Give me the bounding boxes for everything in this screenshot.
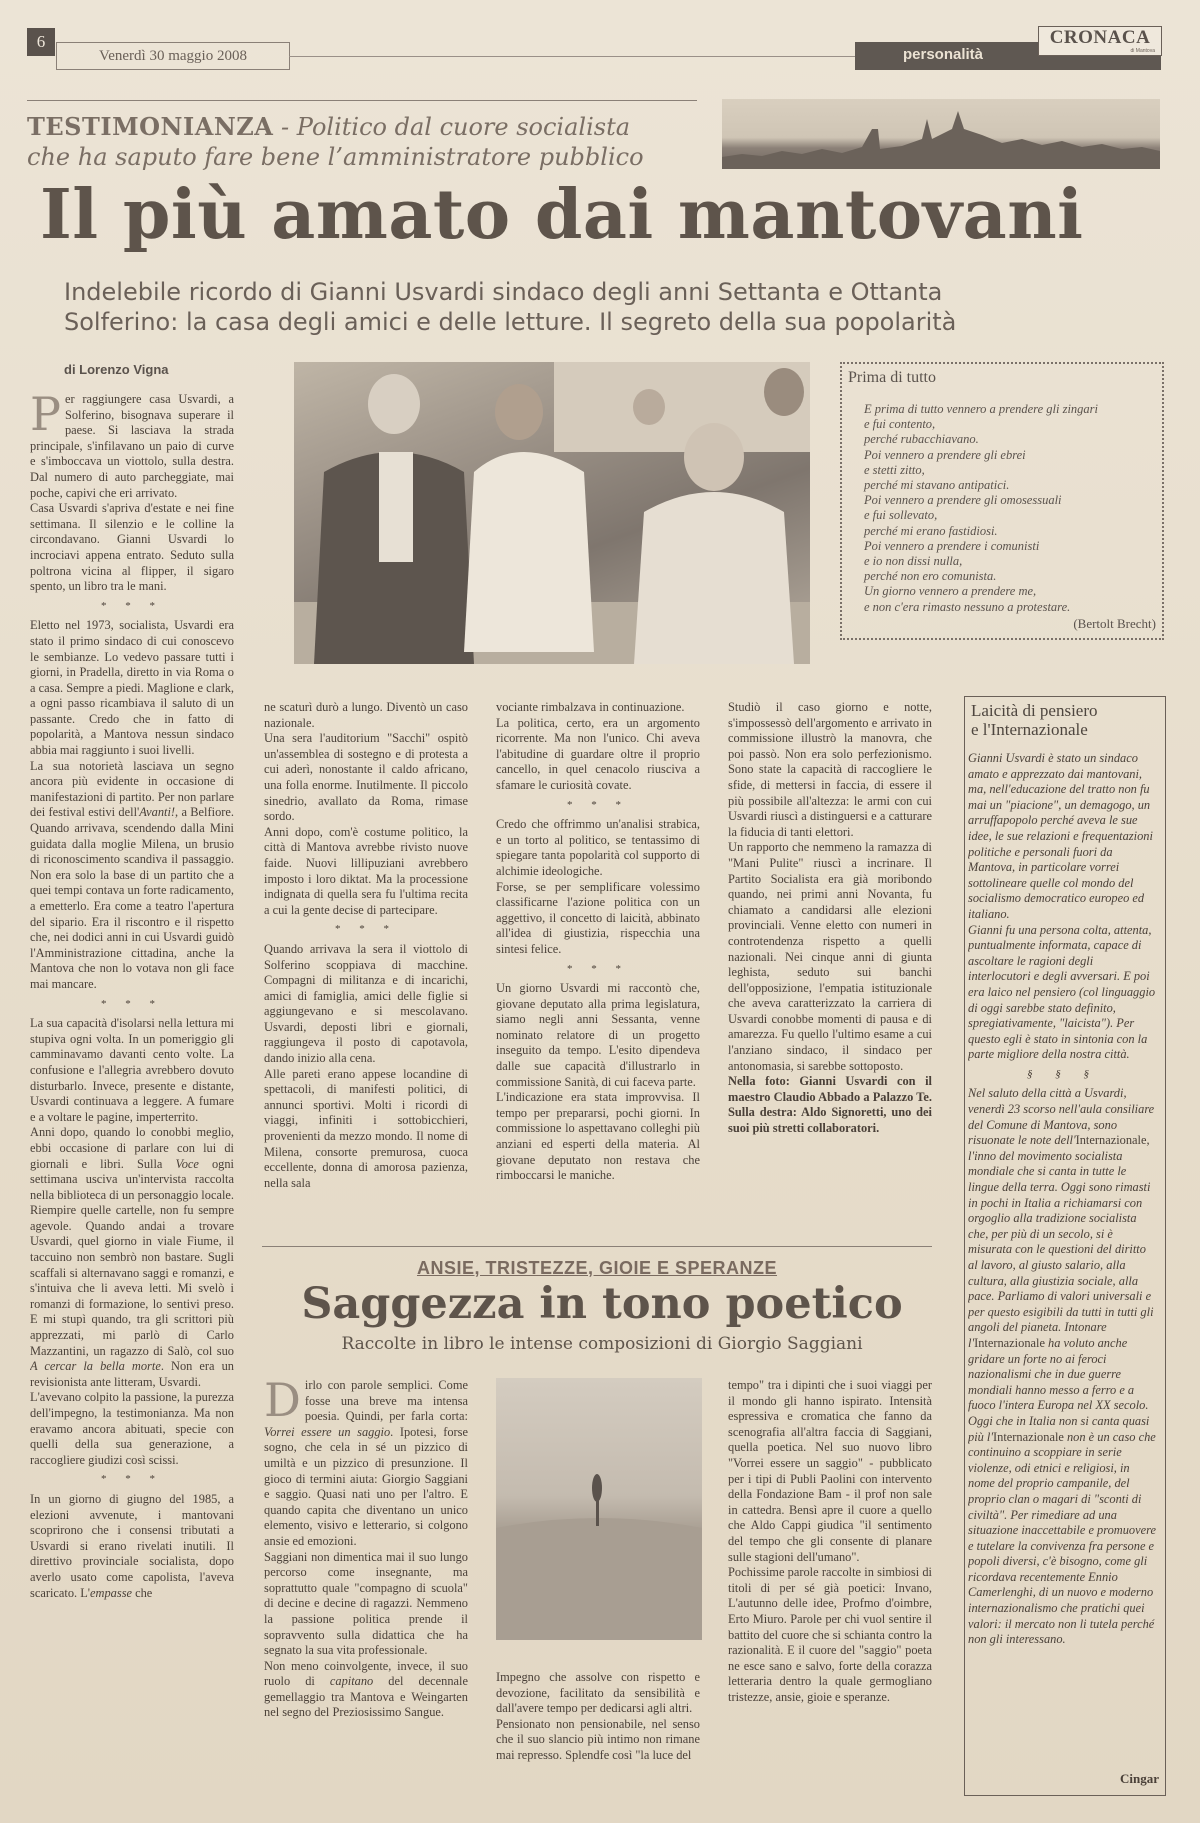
- sidebar-signature: Cingar: [1120, 1771, 1159, 1786]
- paragraph: Forse, se per semplificare volessimo classificarne l'azione politica con un aggettivo, il concetto di laicità, abbinato all'idea di giustizia, rispecchia una sintesi felice.: [496, 879, 700, 956]
- main-article-column-3: [496, 700, 700, 1250]
- separator-stars: * * *: [567, 798, 629, 811]
- main-subhead-line-2: Solferino: la casa degli amici e delle letture. Il segreto della sua popolarità: [64, 308, 957, 336]
- usvardi-abbado-photo: [294, 362, 810, 664]
- sidebar-title: [971, 701, 1159, 739]
- poem-line: perché non ero comunista.: [864, 569, 997, 584]
- kicker-label: TESTIMONIANZA: [27, 112, 274, 141]
- sidebar-title-line-2: e l'Internazionale: [971, 720, 1088, 739]
- paragraph: Quando arrivava la sera il viottolo di Solferino scoppiava di macchine. Compagni di militanza e di incarichi, amici di famiglia, amici delle figlie si aggiungevano e si mescolavano. Usvardi, deposti libri e giornali, raggiungeva il posto di capotavola, dando inizio alla cena.: [264, 941, 468, 1066]
- paragraph: Anni dopo, quando lo conobbi meglio, ebbi occasione di parlare con lui di giornali e libri. Sulla Voce ogni settimana usciva un'intervista raccolta nella biblioteca di un personaggio locale. Riempire quelle cartelle, non fu sempre agevole. Quando andai a trovare Usvardi, quel giorno in viale Fiume, il taccuino non sembrò non bastare. Sugli scaffali si alternavano saggi e romanzi, e s'intuiva che li aveva letti. Mi svelò i romanzi di formazione, lo sentivi preso. E mi stupì quando, tra gli scrittori più apprezzati, mi parlò di Carlo Mazzantini, un ragazzo di Salò, col suo A cercar la bella morte. Non era un revisionista ante litteram, Usvardi.: [30, 1125, 234, 1389]
- paragraph: Pochissime parole raccolte in simbiosi di titoli di per sé già poetici: Invano, L'autunno delle idee, Profmo d'oimbre, Erto Miuro. Parole per chi vuol sentire il battito del cuore che si schianta contro la razionalità. E il cuore del "saggio" poeta ne esce sano e salvo, forte della corazza letteraria dentro la quale germogliano tristezze, ansie, gioie e speranze.: [728, 1565, 932, 1704]
- saggiani-painting-image: [496, 1378, 702, 1640]
- paragraph: Dirlo con parole semplici. Come fosse una breve ma intensa poesia. Quindi, per farla corta: Vorrei essere un saggio. Ipotesi, forse sogno, che cela in sé un pizzico di umiltà e un pizzico di presunzione. Il gioco di termini aiuta: Giorgio Saggiani e saggio. Quasi nati uno per l'altro. E quando capita che diventano un unico elemento, visivo e letterario, si colgono ansie ed emozioni.: [264, 1378, 468, 1548]
- paragraph: La sua notorietà lasciava un segno ancora più evidente in occasione di manifestazioni di partito. Per non parlare dei festival estivi dell'Avanti!, a Belfiore. Quando arrivava, scendendo dalla Mini guidata dalla moglie Milena, un brusio di riconoscimento scandiva il passaggio. Non era solo la base di un partito che a quei tempi contava un forte radicamento, a emetterlo. Era come a teatro l'apertura del sipario. Era il riscontro e il rispetto che, nei dodici anni in cui Usvardi guidò l'Amministrazione cittadina, anche la Mantova che non lo votava non gli face mai mancare.: [30, 758, 234, 991]
- paragraph: Impegno che assolve con rispetto e devozione, facilitato da sensibilità e dall'avere tempo per dedicarsi agli altri.: [496, 1670, 700, 1716]
- poem-line: e non c'era rimasto nessuno a protestare.: [864, 599, 1071, 614]
- page-number-badge: 6: [27, 28, 55, 56]
- paragraph: Per raggiungere casa Usvardi, a Solferino, bisognava superare il paese. Si lasciava la strada principale, s'infilavano un paio di curve e s'imboccava un viottolo, sulla destra. Dal numero di auto parcheggiate, mai poche, capivi che eri arrivato.: [30, 392, 234, 500]
- paragraph: Gianni fu una persona colta, attenta, puntualmente informata, capace di ascoltare le ragioni degli interlocutori e degli avversari. E poi era laico nel pensiero (col linguaggio di oggi sarebbe stato definito, spregiativamente, "laicista"). Per questo egli è stato in sintonia con la parte migliore della nostra città.: [968, 922, 1156, 1062]
- mantova-skyline-image: [722, 99, 1160, 169]
- poem-line: e stetti zitto,: [864, 462, 925, 477]
- poem-line: e io non dissi nulla,: [864, 554, 963, 569]
- masthead-title: CRONACA: [1049, 27, 1151, 48]
- poem-lines: [864, 402, 1160, 615]
- poem-line: perché rubacchiavano.: [864, 432, 979, 447]
- paragraph: Una sera l'auditorium "Sacchi" ospitò un'assemblea di sostegno e di protesta a cui aderì, nonostante il caldo africano, una folla enorme. Inutilmente. Il piccolo sinedrio, avallato da Roma, rimase sordo.: [264, 731, 468, 824]
- poem-line: Un giorno vennero a prendere me,: [864, 584, 1037, 599]
- separator-stars: * * *: [335, 923, 397, 936]
- second-article-rule: [262, 1246, 932, 1247]
- paragraph: L'indicazione era stata improvvisa. Il tempo per prepararsi, pochi giorni. In commissione lo aspettavano colleghi più anziani ed esperti della materia. Al giovane deputato non restava che rimboccarsi le maniche.: [496, 1090, 700, 1183]
- second-article-subhead: Raccolte in libro le intense composizioni di Giorgio Saggiani: [341, 1334, 863, 1354]
- separator-stars: * * *: [101, 997, 163, 1010]
- paragraph: Credo che offrimmo un'analisi strabica, e un torto al politico, se tentassimo di spiegare tanta popolarità col supporto di alchimie ideologiche.: [496, 817, 700, 878]
- paragraph: Pensionato non pensionabile, nel senso che il suo slancio più intimo non rimane mai represso. Splendfe così "la luce del: [496, 1716, 700, 1762]
- kicker-text-2: che ha saputo fare bene l’amministratore pubblico: [27, 143, 644, 171]
- main-headline: Il più amato dai mantovani: [40, 175, 1084, 255]
- sidebar-title-line-1: Laicità di pensiero: [971, 701, 1098, 720]
- drop-cap: P: [30, 392, 61, 441]
- section-marks: § § §: [1027, 1067, 1099, 1080]
- paragraph: tempo" tra i dipinti che i suoi viaggi per il mondo gli hanno ispirato. Intensità espressiva e cromatica che fanno da scenografia all'altra faccia di Saggiani, quella poetica. Nel suo nuovo libro "Vorrei essere un saggio" - pubblicato per i tipi di Publi Paolini con intervento della Fondazione Bam - il prof non sale in cattedra. Bensì apre il cuore a quello che Aldo Cappi giudica "il sentimento del tempo che gli consente di planare sulle stagioni dell'umano".: [728, 1378, 932, 1564]
- main-subhead-line-1: Indelebile ricordo di Gianni Usvardi sindaco degli anni Settanta e Ottanta: [64, 278, 943, 306]
- paragraph: Gianni Usvardi è stato un sindaco amato e apprezzato dai mantovani, ma, nell'educazione del tratto non fu mai un "piacione", un demagogo, un arruffapopolo perché aveva le sue idee, le sue relazioni e frequentazioni politiche e personali fuori da Mantova, in particolare vorrei sottolineare quelle col mondo del socialismo democratico europeo ed italiano.: [968, 751, 1153, 921]
- date-box: Venerdì 30 maggio 2008: [56, 42, 290, 70]
- poem-line: Poi vennero a prendere gli ebrei: [864, 447, 1026, 462]
- separator-stars: * * *: [101, 599, 163, 612]
- paragraph: In un giorno di giugno del 1985, a elezioni avvenute, i mantovani scoprirono che i consensi tributati a Usvardi si erano rivelati inutili. Il direttivo provinciale socialista, dopo averlo usato come capolista, l'aveva scaricato. L'empasse che: [30, 1491, 234, 1600]
- sidebar-box: [964, 696, 1166, 1796]
- paragraph: vociante rimbalzava in continuazione.: [496, 700, 685, 714]
- second-article-kicker: ANSIE, TRISTEZZE, GIOIE E SPERANZE: [416, 1258, 778, 1278]
- paragraph: La sua capacità d'isolarsi nella lettura mi stupiva ogni volta. In un pomeriggio gli camminavamo davanti cento volte. La confusione e l'allegria avrebbero dovuto disturbarlo. Invece, presente e distante, Usvardi continuava a leggere. A fumare e a voltare le pagine, imperterrito.: [30, 1016, 234, 1124]
- skyline-silhouette: [722, 99, 1160, 169]
- paragraph: Eletto nel 1973, socialista, Usvardi era stato il primo sindaco di cui conoscevo le sembianze. Lo vedevo passare tutti i giorni, in Pradella, diretto in via Roma o a casa. Sempre a piedi. Maglione e clark, a ogni passo ricambiava il saluto di un passante. Credo che in fatto di popolarità, a Mantova nessun sindaco abbia mai raggiunto i suoi livelli.: [30, 618, 234, 758]
- byline: di Lorenzo Vigna: [64, 362, 169, 377]
- main-article-column-4: [728, 700, 932, 1250]
- paragraph: Non meno coinvolgente, invece, il suo ruolo di capitano del decennale gemellaggio tra Mantova e Weingarten nel segno del Preziosissimo Sangue.: [264, 1658, 468, 1720]
- photo-caption: Nella foto: Gianni Usvardi con il maestro Claudio Abbado a Palazzo Te. Sulla destra: Aldo Signoretti, uno dei suoi più stretti collaboratori.: [728, 1074, 932, 1136]
- header-rule: [289, 56, 855, 57]
- paragraph: Oggi che in Italia non si canta quasi più l'Internazionale non è un caso che continuino a scoppiare in serie violenze, odi etnici e religiosi, in nome del proprio campanile, del proprio clan o magari di "sconti di civiltà". Per rimediare ad una situazione inaccettabile e promuovere e tutelare la convivenza fra persone e popoli diversi, c'è bisogno, come gli ricordava recentemente Ennio Camerlenghi, di un nuovo e moderno internazionalismo che pratichi quei valori: il mercato non li tutela perché non gli interessano.: [968, 1413, 1156, 1647]
- second-article-column-1: [264, 1378, 468, 1798]
- main-article-column-1: [30, 392, 234, 1792]
- paragraph: Studiò il caso giorno e notte, s'impossessò dell'argomento e arrivato in commissione illustrò la manovra, che poi passò. Non era solo perfezionismo. Sono state la capacità di raccogliere le sfide, di mettersi in faccia, di essere il più possibile all'altezza: le armi con cui Usvardi riuscì a distinguersi e a catturare la fiducia di tanti elettori.: [728, 700, 932, 839]
- paragraph: Anni dopo, com'è costume politico, la città di Mantova avrebbe rivisto nuove faide. Nuovi lillipuziani avrebbero imposto i loro diktat. Ma la processione indignata di quella sera fu l'ultima recita a cui la gente decise di partecipare.: [264, 824, 468, 917]
- poem-author: (Bertolt Brecht): [1073, 616, 1156, 631]
- masthead-subtitle: di Mantova: [1130, 48, 1155, 54]
- masthead-logo: [1038, 26, 1162, 56]
- poem-line: e fui sollevato,: [864, 508, 938, 523]
- paragraph: ne scaturì durò a lungo. Diventò un caso nazionale.: [264, 700, 468, 730]
- photo-figures: [294, 362, 810, 664]
- painting-tree: [496, 1378, 702, 1640]
- paragraph: Casa Usvardi s'apriva d'estate e nei fine settimana. Il silenzio e le colline la circondavano. Gianni Usvardi lo incrociavi appena entrato. Seduto sulla poltrona vicina al flipper, il sigaro spento, un libro tra le mani.: [30, 501, 234, 594]
- paragraph: L'avevano colpito la passione, la purezza dell'impegno, la testimonianza. Ma non eravamo ancora abituati, specie con quelli della sua generazione, a raccogliere giudizi così scissi.: [30, 1390, 234, 1467]
- kicker-rule: [27, 100, 697, 101]
- second-article-column-2: [496, 1670, 700, 1800]
- main-subhead: [64, 277, 1174, 337]
- poem-line: Poi vennero a prendere i comunisti: [864, 538, 1040, 553]
- poem-title: Prima di tutto: [848, 369, 936, 386]
- paragraph: La politica, certo, era un argomento ricorrente. Ma non l'unico. Chi aveva l'abitudine di guardare oltre il proprio cancello, in quel cenacolo riusciva a sfamare le curiosità covate.: [496, 715, 700, 792]
- paragraph: Nel saluto della città a Usvardi, venerdì 23 scorso nell'aula consiliare del Comune di Mantova, sono risuonate le note dell'Internazionale, l'inno del movimento socialista mondiale che si canta in tutte le lingue della terra. Oggi sono rimasti in pochi in Italia a richiamarsi con orgoglio alla tradizione socialista che, per più di un secolo, si è misurata con le questioni del diritto al lavoro, al giusto salario, alla cultura, alla giustizia sociale, alla pace. Parliamo di valori universali e per questo esigibili da tutti in tutti gli angoli del pianeta. Intonare l'Internazionale ha voluto anche gridare un forte no ai feroci nazionalismi che in due guerre mondiali hanno messo a ferro e a fuoco l'intera Europa nel XX secolo.: [968, 1086, 1155, 1413]
- second-article-headline: Saggezza in tono poetico: [301, 1279, 903, 1329]
- separator-stars: * * *: [567, 962, 629, 975]
- paragraph: Alle pareti erano appese locandine di spettacoli, di manifesti politici, di annunci sportivi. Molti i ricordi di viaggi, infiniti i sottobicchieri, provenienti da mezzo mondo. Il nome di Milena, consorte premurosa, cuoca eccellente, donna di amorosa pazienza, nella sala: [264, 1066, 468, 1190]
- poem-line: perché mi erano fastidiosi.: [864, 523, 998, 538]
- paragraph: Un giorno Usvardi mi raccontò che, giovane deputato alla prima legislatura, siamo negli anni Sessanta, venne nominato relatore di un progetto inseguito da tempo. L'esito dipendeva dalle sue capacità d'illustrarlo in commissione Sanità, di cui faceva parte.: [496, 981, 700, 1089]
- kicker: [27, 112, 707, 172]
- poem-line: e fui contento,: [864, 417, 936, 432]
- poem-box: [840, 362, 1164, 640]
- section-label: personalità: [902, 46, 984, 63]
- sidebar-body: [968, 751, 1158, 1761]
- second-article-column-3: [728, 1378, 932, 1798]
- poem-line: perché mi stavano antipatici.: [864, 478, 1010, 493]
- separator-stars: * * *: [101, 1473, 163, 1486]
- drop-cap: D: [264, 1378, 301, 1427]
- main-article-column-2: [264, 700, 468, 1250]
- poem-line: Poi vennero a prendere gli omosessuali: [864, 493, 1062, 508]
- paragraph: Un rapporto che nemmeno la ramazza di "Mani Pulite" riuscì a incrinare. Il Partito Socialista era già moribondo quando, nei primi anni Novanta, fu chiamato a candidarsi alle elezioni provinciali. Venne eletto con numeri in controtendenza rispetto a quelli nazionali. Nei cinque anni di giunta leghista, seduto sui banchi dell'opposizione, l'empatia istituzionale che aveva caratterizzato la carriera di Usvardi conobbe momenti di pausa e di amarezza. Fu quello l'ultimo esame a cui l'anziano sindaco, il sindaco per antonomasia, si sarebbe sottoposto.: [728, 840, 932, 1073]
- poem-line: E prima di tutto vennero a prendere gli zingari: [864, 402, 1099, 416]
- paragraph: Saggiani non dimentica mai il suo lungo percorso come insegnante, ma soprattutto quale "compagno di scuola" di decine e decine di ragazzi. Nemmeno la passione politica prende il sopravvento sulla didattica che ha segnato la sua vita professionale.: [264, 1549, 468, 1658]
- kicker-text: - Politico dal cuore socialista: [273, 113, 631, 141]
